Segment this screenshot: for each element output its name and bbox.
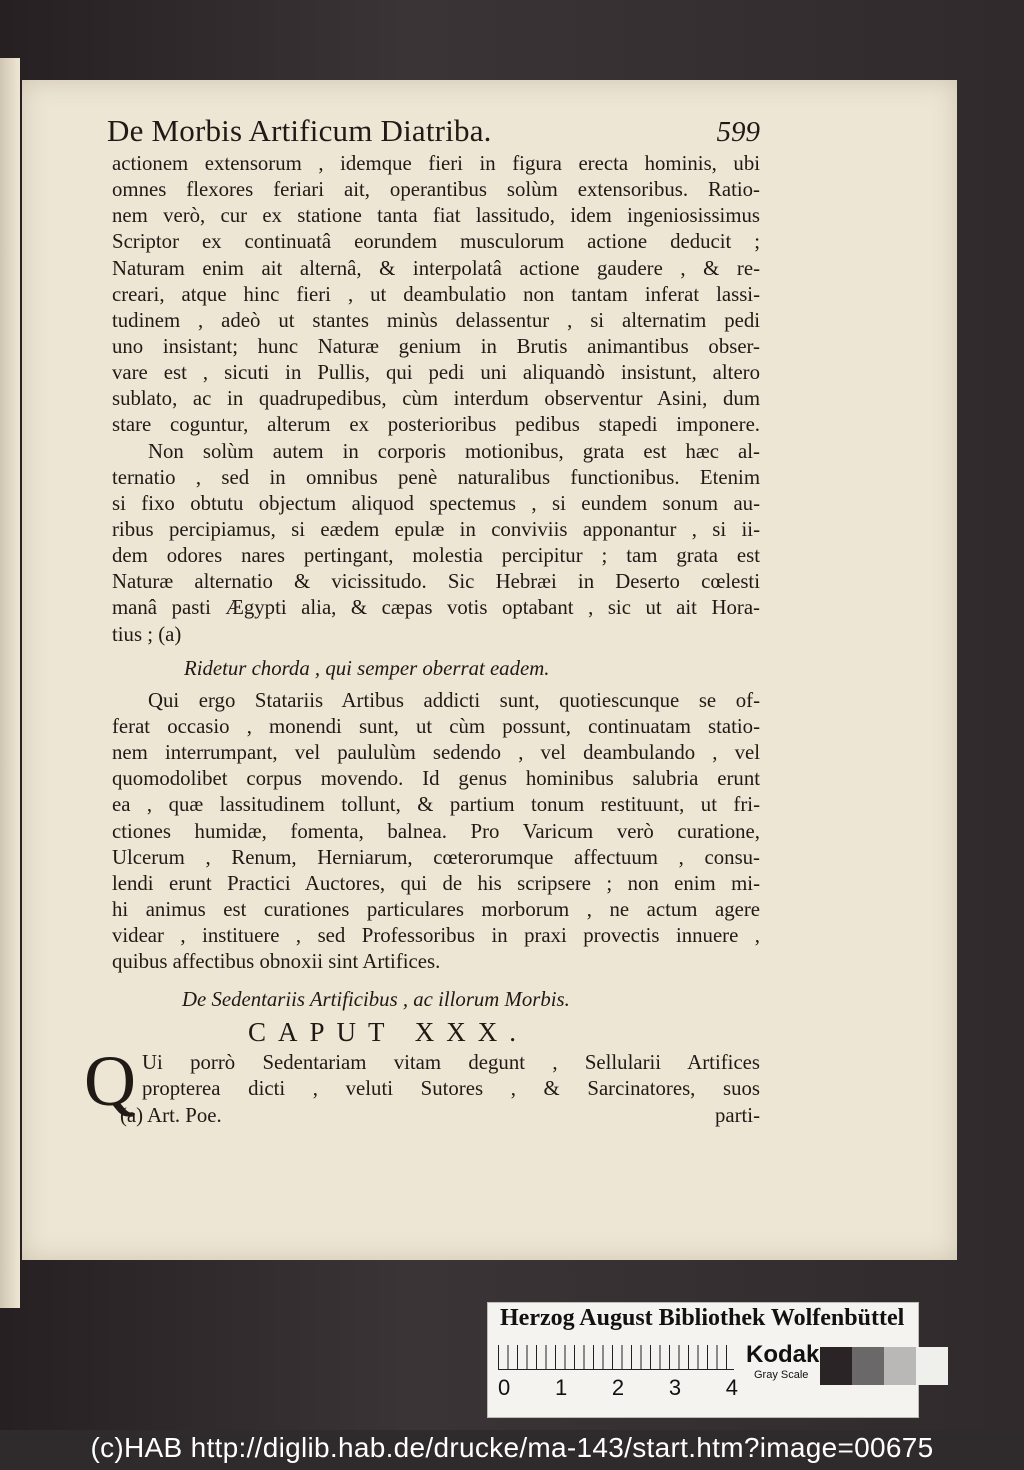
text-line: Scriptor ex continuatâ eorundem musculorum actione deducit ; [112, 230, 760, 254]
page-number: 599 [716, 116, 760, 148]
text-line: ribus percipiamus, si eædem epulæ in conviviis apponantur , si ii- [112, 517, 760, 541]
institution-name: Herzog August Bibliothek Wolfenbüttel [500, 1305, 905, 1331]
copyright-url: (c)HAB http://diglib.hab.de/drucke/ma-143/start.htm?image=00675 [90, 1432, 934, 1463]
running-head [83, 113, 760, 151]
text-line: nem verò, cur ex statione tanta fiat lassitudo, idem ingeniosissimus [112, 204, 760, 228]
text-line: nem interrumpant, vel paululùm sedendo , vel deambulando , vel [112, 741, 760, 765]
drop-cap: Q [84, 1040, 136, 1121]
paragraph-3 [112, 688, 760, 976]
ruler-number: 0 [498, 1375, 511, 1400]
gray-swatch [884, 1347, 916, 1385]
text-line: ctiones humidæ, fomenta, balnea. Pro Varicum verò curatione, [112, 819, 760, 843]
ruler-number: 1 [554, 1375, 568, 1400]
text-line: vare est , sicuti in Pullis, qui pedi uni aliquandò insistunt, altero [112, 361, 760, 385]
text-line: Qui ergo Statariis Artibus addicti sunt, quotiescunque se of- [148, 688, 760, 712]
text-line: uno insistant; hunc Naturæ genium in Brutis animantibus obser- [112, 334, 760, 358]
color-calibration-card [487, 1302, 919, 1418]
text-line: Non solùm autem in corporis motionibus, grata est hæc al- [148, 439, 760, 463]
ruler-number: 2 [611, 1375, 625, 1400]
gray-swatch [852, 1347, 884, 1385]
text-line: quomodolibet corpus movendo. Id genus hominibus salubria erunt [112, 767, 760, 791]
text-line: Ulcerum , Renum, Herniarum, cœterorumque affectuum , consu- [112, 845, 760, 869]
text-line: tudinem , adeò ut stantes minùs delassentur , si alternatim pedi [112, 308, 760, 332]
text-line: lendi erunt Practici Auctores, qui de his scripsere ; non enim mi- [112, 871, 760, 895]
paragraph-2 [112, 439, 760, 648]
gray-swatch [820, 1347, 852, 1385]
gray-scale-label: Gray Scale [754, 1369, 809, 1381]
text-line: Naturæ alternatio & vicissitudo. Sic Hebræi in Deserto cœlesti [112, 570, 760, 594]
text-line: dem odores nares pertingant, molestia percipitur ; tam grata est [112, 544, 760, 568]
gray-swatches [820, 1347, 948, 1385]
chapter-heading: CAPUT XXX. [248, 1016, 529, 1047]
ruler-number: 3 [668, 1375, 682, 1400]
text-block [84, 113, 760, 1132]
text-line: omnes flexores feriari ait, operantibus solùm extensoribus. Ratio- [112, 178, 760, 202]
section-heading: De Sedentariis Artificibus , ac illorum Morbis. [182, 988, 570, 1012]
text-line: manâ pasti Ægypti alia, & cæpas votis optabant , sic ut ait Hora- [112, 596, 760, 620]
text-line: actionem extensorum , idemque fieri in figura erecta hominis, ubi [112, 152, 760, 175]
text-line: Ui porrò Sedentariam vitam degunt , Sellularii Artifices [142, 1050, 760, 1074]
kodak-logo: Kodak [746, 1341, 820, 1368]
page-footer [112, 1104, 760, 1132]
paragraph-1 [112, 151, 760, 439]
text-line: stare coguntur, alterum ex posterioribus pedibus stapedi imponere. [112, 413, 760, 437]
text-line: si fixo obtutu objectum aliquod spectemus , si eundem sonum au- [112, 491, 760, 515]
book-page [22, 80, 957, 1260]
scale-ruler [498, 1345, 734, 1370]
text-line: propterea dicti , veluti Sutores , & Sarcinatores, suos [142, 1076, 760, 1100]
gray-swatch [916, 1347, 948, 1385]
text-line: ternatio , sed in omnibus penè naturalibus functionibus. Etenim [112, 465, 760, 489]
text-line: creari, atque hinc fieri , ut deambulatio non tantam inferat lassi- [112, 282, 760, 306]
ruler-number: 4 [725, 1375, 738, 1400]
text-line: quibus affectibus obnoxii sint Artifices. [112, 950, 441, 974]
footnote: (a) Art. Poe. [120, 1103, 222, 1127]
text-line: hi animus est curationes particulares morborum , ne actum agere [112, 897, 760, 921]
text-line: ferat occasio , monendi sunt, ut cùm possunt, continuatam statio- [112, 714, 760, 738]
text-line: ea , quæ lassitudinem tollunt, & partium tonum restituunt, ut fri- [112, 793, 760, 817]
running-title: De Morbis Artificum Diatriba. [107, 113, 492, 148]
verse-quotation: Ridetur chorda , qui semper oberrat eadem. [184, 656, 550, 680]
text-line: sublato, ac in quadrupedibus, cùm interdum observentur Asini, dum [112, 387, 760, 411]
ruler-numbers [498, 1375, 738, 1401]
text-line: videar , instituere , sed Professoribus in praxi provectis innuere , [112, 924, 760, 948]
text-line: Naturam enim ait alternâ, & interpolatâ actione gaudere , & re- [112, 256, 760, 280]
catchword: parti- [714, 1103, 760, 1127]
left-page-edge [0, 58, 20, 1308]
text-line: tius ; (a) [112, 622, 182, 646]
